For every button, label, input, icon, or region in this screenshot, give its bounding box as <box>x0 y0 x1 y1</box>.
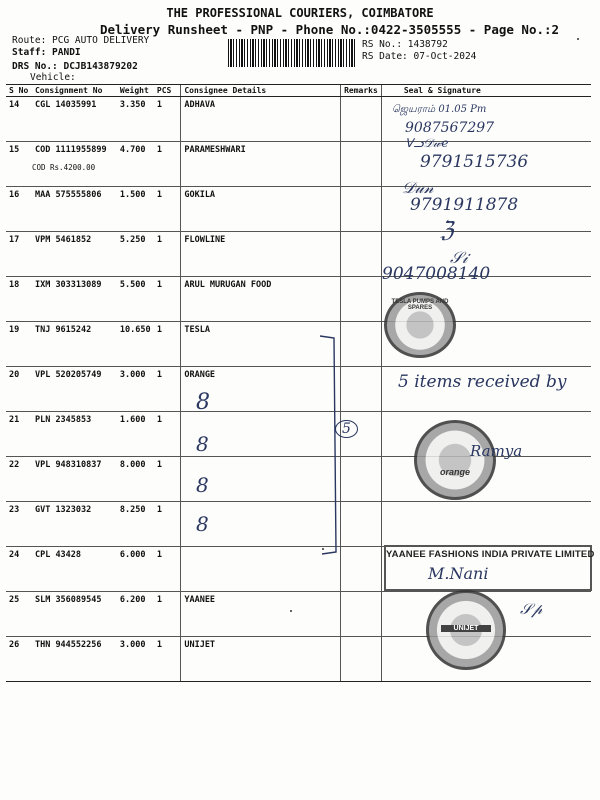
signature: 𝒮𝓅 <box>520 600 543 618</box>
cell-consignee: TESLA <box>181 322 341 367</box>
signature: M.Nani <box>428 564 489 583</box>
cell-consignment: VPL 520205749 <box>32 367 117 412</box>
bracket-mark <box>318 332 348 557</box>
cell-remarks <box>341 277 382 322</box>
cell-pcs: 1 <box>154 367 181 412</box>
cell-consignee <box>181 547 341 592</box>
tesla-stamp <box>384 292 456 358</box>
cell-remarks <box>341 637 382 682</box>
cell-sno: 18 <box>6 277 32 322</box>
cell-sno: 23 <box>6 502 32 547</box>
vehicle-label: Vehicle: <box>30 72 76 83</box>
orange-stamp <box>414 420 496 500</box>
table-row <box>6 322 591 367</box>
cell-consignee: ORANGE <box>181 367 341 412</box>
rs-number: RS No.: 1438792 <box>362 39 448 50</box>
cell-weight: 10.650 <box>117 322 154 367</box>
cell-remarks <box>341 592 382 637</box>
drs-number: DRS No.: DCJB143879202 <box>12 61 138 72</box>
cell-sno: 21 <box>6 412 32 457</box>
handwritten-note: 5 items received by <box>398 372 567 392</box>
signature: 𝒮𝒾 <box>450 248 468 267</box>
cell-consignment: VPM 5461852 <box>32 232 117 277</box>
table-row <box>6 232 591 277</box>
stamp-text: orange <box>439 467 470 477</box>
cell-sno: 17 <box>6 232 32 277</box>
cell-consignment: SLM 356089545 <box>32 592 117 637</box>
cell-consignment: CPL 43428 <box>32 547 117 592</box>
runsheet-title: Delivery Runsheet - PNP - Phone No.:0422-3505555 - Page No.:2 <box>100 22 560 37</box>
cell-weight: 3.000 <box>117 367 154 412</box>
stamp-text: YAANEE FASHIONS INDIA PRIVATE LIMITED <box>386 549 595 560</box>
speck <box>577 38 579 40</box>
cell-consignment: VPL 948310837 <box>32 457 117 502</box>
cell-pcs: 1 <box>154 277 181 322</box>
cell-pcs: 1 <box>154 187 181 232</box>
speck <box>290 610 292 612</box>
cell-sno: 26 <box>6 637 32 682</box>
unijet-stamp <box>426 590 506 670</box>
cell-consignment: MAA 575555806 <box>32 187 117 232</box>
table-row <box>6 97 591 142</box>
cell-pcs: 1 <box>154 142 181 187</box>
cell-pcs: 1 <box>154 457 181 502</box>
cell-consignment: PLN 2345853 <box>32 412 117 457</box>
cell-pcs: 1 <box>154 412 181 457</box>
cell-weight: 3.000 <box>117 637 154 682</box>
cell-pcs: 1 <box>154 637 181 682</box>
cell-consignee: PARAMESHWARI <box>181 142 341 187</box>
cell-remarks <box>341 187 382 232</box>
handwritten-phone: 9087567297 <box>405 120 495 136</box>
signature: ᐯᓗ𝒟𝓌𝑒 <box>405 136 449 150</box>
cell-pcs: 1 <box>154 232 181 277</box>
cell-pcs: 1 <box>154 97 181 142</box>
cell-weight: 8.000 <box>117 457 154 502</box>
cell-remarks <box>341 142 382 187</box>
handwritten-phone: 9791515736 <box>420 152 529 172</box>
table-row <box>6 277 591 322</box>
col-weight: Weight <box>117 85 154 97</box>
col-consignee: Consignee Details <box>181 85 341 97</box>
col-seal: Seal & Signature <box>381 85 591 97</box>
cell-consignment: THN 944552256 <box>32 637 117 682</box>
cell-weight: 1.600 <box>117 412 154 457</box>
col-sno: S No <box>6 85 32 97</box>
table-row <box>6 502 591 547</box>
cell-sno: 19 <box>6 322 32 367</box>
col-consignment: Consignment No <box>32 85 117 97</box>
handwritten-time: ஜெயராம் 01.05 Pm <box>392 104 487 115</box>
cell-consignee: ADHAVA <box>181 97 341 142</box>
cell-sno: 15 <box>6 142 32 187</box>
cell-weight: 3.350 <box>117 97 154 142</box>
handwritten-mark: 8 <box>196 390 210 415</box>
cell-consignee: FLOWLINE <box>181 232 341 277</box>
signature: Ramya <box>470 442 523 460</box>
barcode <box>228 39 356 67</box>
cell-weight: 6.200 <box>117 592 154 637</box>
cell-consignment: GVT 1323032 <box>32 502 117 547</box>
cell-pcs: 1 <box>154 547 181 592</box>
handwritten-phone: 9047008140 <box>382 264 491 284</box>
cell-weight: 4.700 <box>117 142 154 187</box>
cell-consignment: COD 1111955899 COD Rs.4200.00 <box>32 142 117 187</box>
cell-pcs: 1 <box>154 502 181 547</box>
cell-sno: 20 <box>6 367 32 412</box>
cell-weight: 1.500 <box>117 187 154 232</box>
cell-consignment: TNJ 9615242 <box>32 322 117 367</box>
cell-consignee: GOKILA <box>181 187 341 232</box>
route-label: Route: PCG AUTO DELIVERY <box>12 35 150 46</box>
cell-sno: 22 <box>6 457 32 502</box>
cell-sno: 14 <box>6 97 32 142</box>
handwritten-mark: 8 <box>196 512 209 536</box>
cell-consignee: UNIJET <box>181 637 341 682</box>
cell-sno: 16 <box>6 187 32 232</box>
stamp-text: TESLA PUMPS AND SPARES <box>391 299 449 311</box>
cod-amount: COD Rs.4200.00 <box>31 163 96 172</box>
col-remarks: Remarks <box>341 85 382 97</box>
signature: 𝒟𝓊𝓃 <box>402 178 434 197</box>
cell-weight: 8.250 <box>117 502 154 547</box>
table-header <box>6 85 591 97</box>
cell-sno: 25 <box>6 592 32 637</box>
cell-remarks <box>341 97 382 142</box>
cell-sno: 24 <box>6 547 32 592</box>
cell-remarks <box>341 232 382 277</box>
cell-consignment: IXM 303313089 <box>32 277 117 322</box>
stamp-text: UNIJET <box>441 625 491 632</box>
cell-consignee: ARUL MURUGAN FOOD <box>181 277 341 322</box>
handwritten-mark: 8 <box>196 473 209 497</box>
cell-weight: 6.000 <box>117 547 154 592</box>
col-pcs: PCS <box>154 85 181 97</box>
cell-pcs: 1 <box>154 322 181 367</box>
handwritten-phone: 9791911878 <box>410 195 519 215</box>
cell-seal <box>381 502 591 547</box>
table-row <box>6 457 591 502</box>
cell-consignment: CGL 14035991 <box>32 97 117 142</box>
cell-consignee: YAANEE <box>181 592 341 637</box>
handwritten-mark: 8 <box>196 432 209 456</box>
rs-date: RS Date: 07-Oct-2024 <box>362 51 477 62</box>
speck <box>322 548 324 550</box>
company-name: THE PROFESSIONAL COURIERS, COIMBATORE <box>166 6 434 20</box>
staff-label: Staff: PANDI <box>12 47 81 58</box>
cell-weight: 5.250 <box>117 232 154 277</box>
cell-pcs: 1 <box>154 592 181 637</box>
cell-weight: 5.500 <box>117 277 154 322</box>
signature: ℨ <box>440 218 454 243</box>
handwritten-count: 5 <box>335 420 358 438</box>
